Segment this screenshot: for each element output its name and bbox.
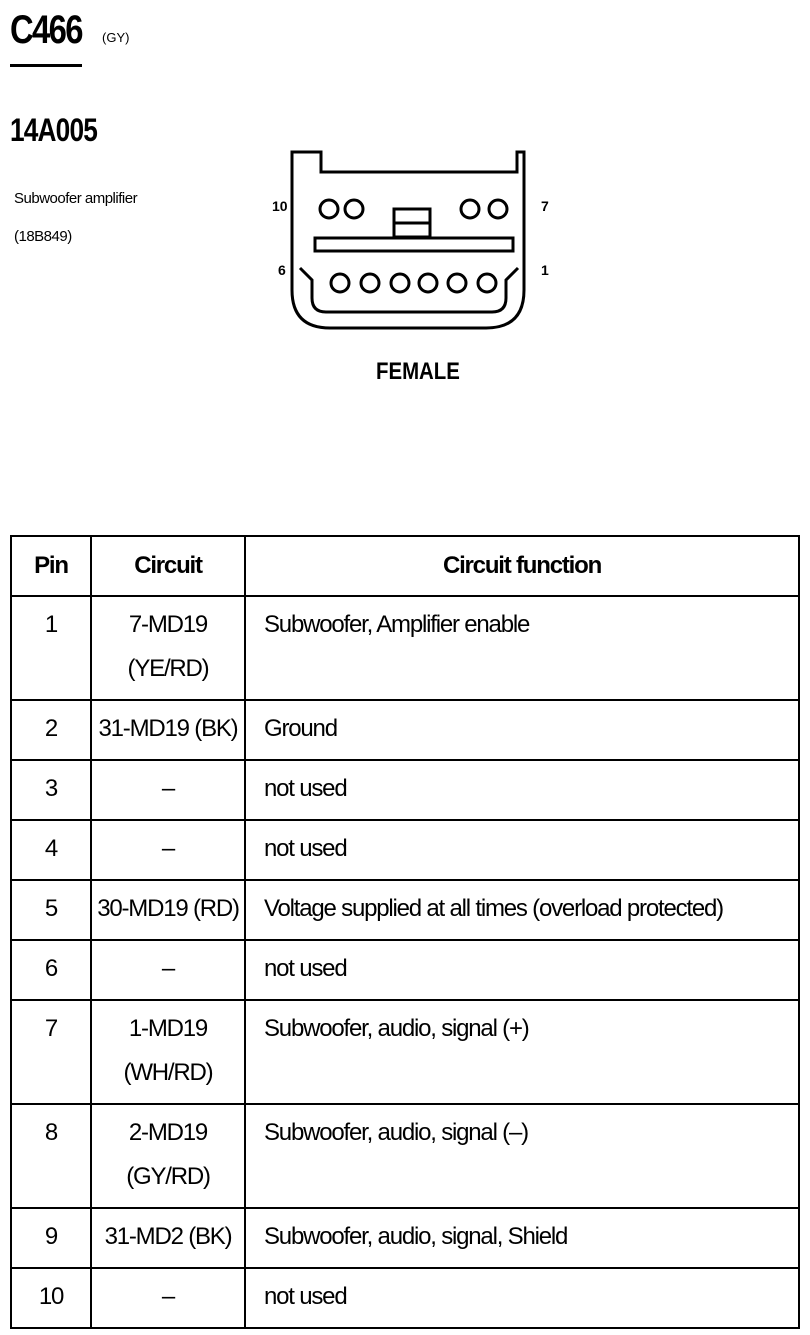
- circuit-function: Subwoofer, audio, signal, Shield: [245, 1208, 799, 1268]
- connector-housing: [292, 152, 524, 328]
- pin-number: 7: [11, 1000, 91, 1104]
- pin-hole: [361, 274, 379, 292]
- table-row: [11, 940, 799, 1000]
- pin-number: 3: [11, 760, 91, 820]
- component-name: Subwoofer amplifier: [14, 190, 138, 207]
- table-header-row: [11, 536, 799, 596]
- circuit-id: –: [91, 940, 245, 1000]
- pin-hole: [320, 200, 338, 218]
- pin-hole: [478, 274, 496, 292]
- pin-number: 8: [11, 1104, 91, 1208]
- circuit-id: 31-MD2 (BK): [91, 1208, 245, 1268]
- pin-hole: [391, 274, 409, 292]
- circuit-function: Subwoofer, audio, signal (–): [245, 1104, 799, 1208]
- table-row: [11, 1104, 799, 1208]
- header-circuit: Circuit: [91, 536, 245, 596]
- connector-gender-label: FEMALE: [376, 358, 460, 385]
- pin-number: 5: [11, 880, 91, 940]
- circuit-id: –: [91, 760, 245, 820]
- pin-hole: [345, 200, 363, 218]
- part-number: 14A005: [10, 112, 97, 148]
- pin-label-10: 10: [272, 198, 288, 214]
- pin-label-7: 7: [541, 198, 549, 214]
- table-row: [11, 1000, 799, 1104]
- circuit-id: 2-MD19 (GY/RD): [91, 1104, 245, 1208]
- pin-number: 9: [11, 1208, 91, 1268]
- circuit-id: 31-MD19 (BK): [91, 700, 245, 760]
- pin-number: 4: [11, 820, 91, 880]
- circuit-function: Subwoofer, audio, signal (+): [245, 1000, 799, 1104]
- pin-number: 2: [11, 700, 91, 760]
- circuit-id: –: [91, 820, 245, 880]
- circuit-function: not used: [245, 760, 799, 820]
- pinout-table: [10, 535, 800, 1329]
- circuit-function: not used: [245, 940, 799, 1000]
- pin-hole: [489, 200, 507, 218]
- connector-id: C466: [10, 8, 82, 52]
- pin-number: 6: [11, 940, 91, 1000]
- pin-label-6: 6: [278, 262, 286, 278]
- table-row: [11, 760, 799, 820]
- circuit-id: 1-MD19 (WH/RD): [91, 1000, 245, 1104]
- component-ref: (18B849): [14, 228, 72, 245]
- pin-label-1: 1: [541, 262, 549, 278]
- table-row: [11, 820, 799, 880]
- table-row: [11, 700, 799, 760]
- connector-latch-bar: [315, 238, 513, 251]
- circuit-function: Ground: [245, 700, 799, 760]
- circuit-id: 30-MD19 (RD): [91, 880, 245, 940]
- table-row: [11, 596, 799, 700]
- pin-number: 10: [11, 1268, 91, 1328]
- header-pin: Pin: [11, 536, 91, 596]
- circuit-id: 7-MD19 (YE/RD): [91, 596, 245, 700]
- pin-hole: [331, 274, 349, 292]
- connector-face-diagram: [260, 140, 550, 340]
- pin-number: 1: [11, 596, 91, 700]
- table-row: [11, 880, 799, 940]
- table-row: [11, 1268, 799, 1328]
- connector-color: (GY): [102, 30, 130, 45]
- circuit-function: not used: [245, 820, 799, 880]
- circuit-function: Subwoofer, Amplifier enable: [245, 596, 799, 700]
- pin-hole: [461, 200, 479, 218]
- pin-hole: [419, 274, 437, 292]
- connector-underline: [10, 64, 82, 67]
- circuit-function: not used: [245, 1268, 799, 1328]
- circuit-function: Voltage supplied at all times (overload protected): [245, 880, 799, 940]
- circuit-id: –: [91, 1268, 245, 1328]
- header-function: Circuit function: [245, 536, 799, 596]
- pin-hole: [448, 274, 466, 292]
- table-row: [11, 1208, 799, 1268]
